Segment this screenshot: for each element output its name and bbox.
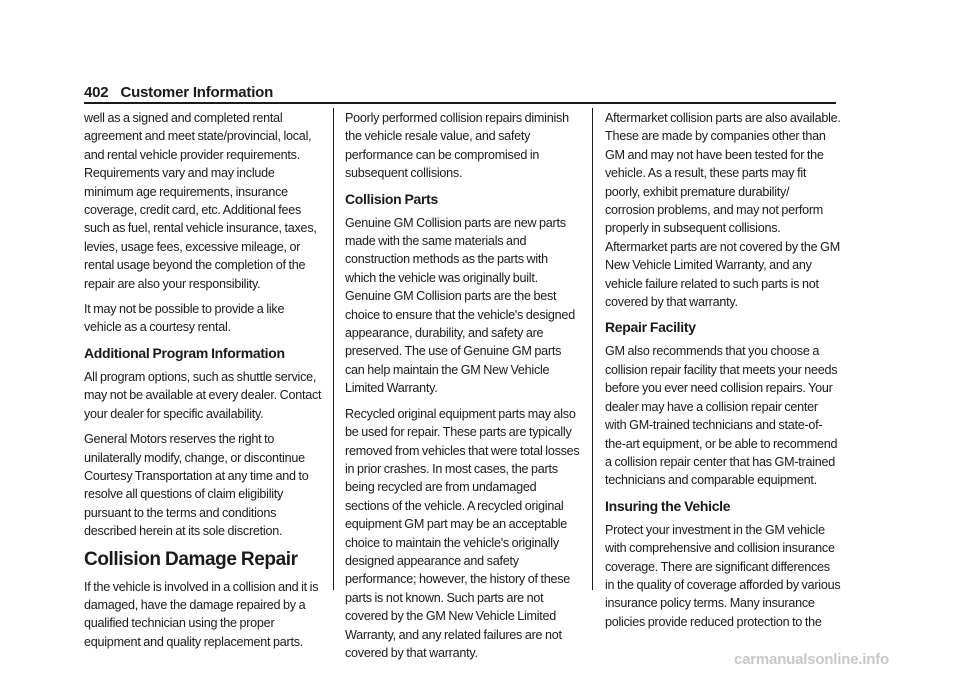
paragraph-like-vehicle: It may not be possible to provide a like vehicle as a courtesy rental. bbox=[84, 302, 285, 335]
text-column-3 bbox=[605, 109, 841, 638]
watermark-text: carmanualsonline.info bbox=[734, 651, 889, 668]
header-divider bbox=[84, 102, 836, 104]
paragraph-genuine-parts: Genuine GM Collision parts are new parts made with the same materials and construction methods as the parts with which the vehicle was originally built. Genuine GM Collision parts are the best choice to ensure that the vehicle's designed appearance, durability, and safety are preserved. The use of Genuine GM parts can help maintain the GM New Vehicle Limited Warranty. bbox=[345, 215, 575, 396]
section-title: Customer Information bbox=[120, 84, 274, 101]
paragraph-aftermarket-parts: Aftermarket collision parts are also available. These are made by companies other than GM and may not have been tested for the vehicle. As a result, these parts may fit poorly, exhibit premature durability/ corrosion problems, and may not perform properly in subsequent collisions. Aftermarket parts are not covered by the GM New Vehicle Limited Warranty, and any vehicle failure related to such parts is not covered by that warranty. bbox=[605, 111, 841, 310]
text-column-1 bbox=[84, 109, 324, 658]
heading-additional-program: Additional Program Information bbox=[84, 344, 285, 361]
heading-repair-facility: Repair Facility bbox=[605, 319, 696, 336]
paragraph-gm-reserves: General Motors reserves the right to unilaterally modify, change, or discontinue Courtesy Transportation at any time and to resolve all questions of claim eligibility pursuant to the terms and conditions described herein at its sole discretion. bbox=[84, 432, 309, 539]
heading-collision-damage-repair: Collision Damage Repair bbox=[84, 548, 298, 570]
heading-insuring-vehicle: Insuring the Vehicle bbox=[605, 497, 731, 514]
paragraph-recycled-parts: Recycled original equipment parts may also be used for repair. These parts are typically removed from vehicles that were total losses in prior crashes. In most cases, the parts being recycled are from undamaged sections of the vehicle. A recycled original equipment GM part may be an acceptable choice to maintain the vehicle's originally designed appearance and safety performance; however, the history of these parts is not known. Such parts are not covered by the GM New Vehicle Limited Warranty, and any related failures are not covered by that warranty. bbox=[345, 406, 580, 660]
page-number: 402 bbox=[84, 84, 109, 101]
paragraph-insurance: Protect your investment in the GM vehicle with comprehensive and collision insurance coverage. There are significant differences in the quality of coverage afforded by various insurance policy terms. Many insurance policies provide reduced protection to the bbox=[605, 522, 841, 629]
column-divider-1 bbox=[333, 108, 334, 590]
paragraph-repair-facility: GM also recommends that you choose a collision repair facility that meets your needs before you ever need collision repairs. Your dealer may have a collision repair center with GM-trained technicians and state-of-the-art equipment, or be able to recommend a collision repair center that has GM-trained technicians and comparable equipment. bbox=[605, 344, 838, 488]
paragraph-poor-repairs: Poorly performed collision repairs diminish the vehicle resale value, and safety performance can be compromised in subsequent collisions. bbox=[345, 111, 569, 181]
heading-collision-parts: Collision Parts bbox=[345, 190, 439, 207]
paragraph-rental-requirements: well as a signed and completed rental agreement and meet state/provincial, local, and rental vehicle provider requirements. Requirements vary and may include minimum age requirements, insurance coverage, credit card, etc. Additional fees such as fuel, rental vehicle insurance, taxes, levies, usage fees, excessive mileage, or rental usage beyond the completion of the repair are also your responsibility. bbox=[84, 111, 317, 291]
paragraph-collision-involved: If the vehicle is involved in a collision and it is damaged, have the damage repaired by a qualified technician using the proper equipment and quality replacement parts. bbox=[84, 579, 319, 649]
text-column-2 bbox=[345, 109, 581, 669]
paragraph-program-options: All program options, such as shuttle service, may not be available at every dealer. Contact your dealer for specific availability. bbox=[84, 369, 322, 421]
page-header bbox=[84, 84, 836, 104]
column-divider-2 bbox=[592, 108, 593, 590]
